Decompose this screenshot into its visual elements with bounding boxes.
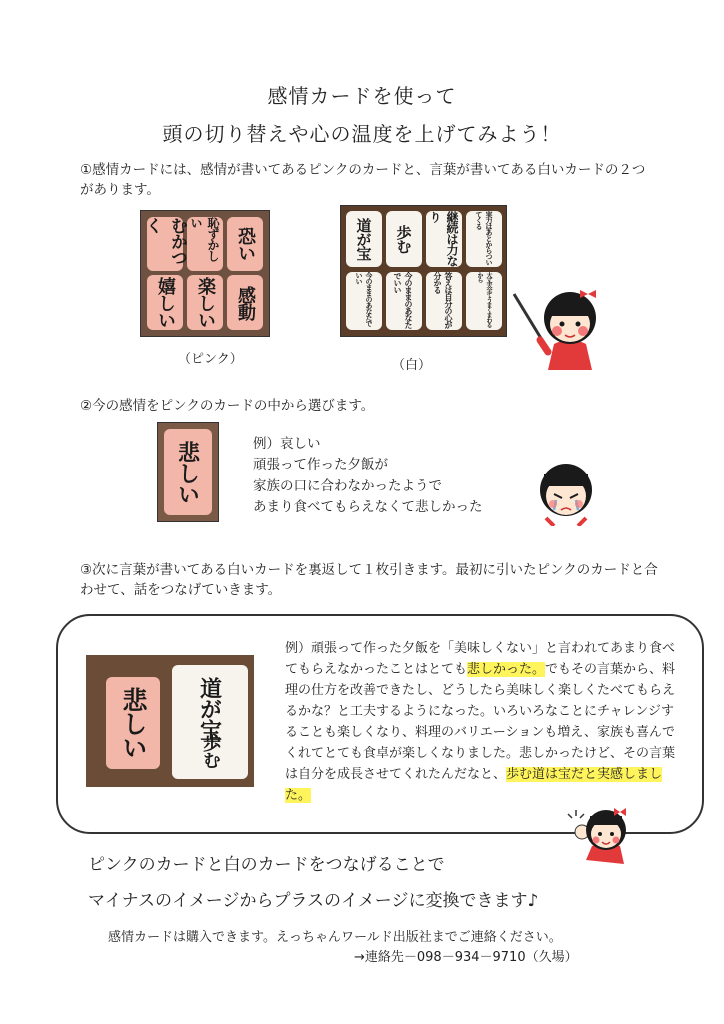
caption-white: （白）	[392, 358, 432, 373]
example-line: あまり食べてもらえなくて悲しかった	[253, 499, 483, 515]
pink-card: 感動	[227, 275, 263, 330]
white-card-main-text: 道が宝	[196, 676, 223, 740]
pink-card: 嬉しい	[147, 275, 183, 330]
step3-example	[285, 638, 685, 806]
pink-card: 楽しい	[187, 275, 223, 330]
highlight-conclusion: 歩む道は宝だと実感しました。	[285, 767, 663, 803]
white-card: 答えは自分の心が分かる	[426, 272, 462, 330]
pink-cards-photo	[140, 210, 270, 337]
white-card: 今のままのあなたでいい	[386, 272, 422, 330]
purchase-note: 感情カードは購入できます。えっちゃんワールド出版社までご連絡ください。	[108, 930, 562, 945]
step2-example	[253, 434, 483, 518]
caption-pink: （ピンク）	[178, 352, 243, 367]
example-line: 例）哀しい	[253, 436, 321, 452]
white-card: 大丈夫全てうまくまわるから	[466, 272, 502, 330]
white-card: 継続は力なり	[426, 211, 462, 267]
waving-girl-illustration	[566, 806, 638, 868]
crying-girl-illustration	[534, 460, 598, 526]
page-title-line2: 頭の切り替えや心の温度を上げてみよう！	[162, 122, 562, 146]
white-card: 実力はあとからついてくる	[466, 211, 502, 267]
white-card-road	[172, 665, 248, 779]
page-title-line1: 感情カードを使って	[267, 84, 457, 108]
example-line: 頑張って作った夕飯が	[253, 457, 388, 473]
contact-info: →連絡先－098－934－9710（久場）	[354, 950, 578, 965]
step2-text: ②今の感情をピンクのカードの中から選びます。	[80, 398, 375, 414]
bottom-line1: ピンクのカードと白のカードをつなげることで	[88, 855, 445, 875]
bottom-line2: マイナスのイメージからプラスのイメージに変換できます♪	[88, 891, 539, 911]
pink-card: むかつく	[147, 217, 183, 271]
girl-pointer-illustration	[508, 284, 612, 370]
pink-card-sad: 悲しい	[106, 677, 160, 769]
example-line: 家族の口に合わなかったようで	[253, 478, 442, 494]
pink-card-sad: 悲しい	[164, 429, 212, 515]
highlight-sad: 悲しかった。	[467, 662, 546, 677]
white-cards-photo	[340, 205, 507, 337]
example-text: でもその言葉から、料理の仕方を改善できたし、どうしたら美味しく楽しくたべてもらえるかな？と工夫するようになった。いろいろなことにチャレンジすることも楽しくなり、料理のバリエーションも増え、家族も喜んでくれてとても食卓が楽しくなりました。悲しかったけど、その言葉は自分を成長させてくれたんだなと、	[285, 662, 676, 782]
sad-card-photo	[157, 422, 219, 522]
step3-text: ③次に言葉が書いてある白いカードを裏返して１枚引きます。最初に引いたピンクのカードと合わせて、話をつなげていきます。	[80, 562, 658, 598]
pink-card: 恐い	[227, 217, 263, 271]
white-card-sub-text: 歩む	[200, 733, 221, 768]
pink-card: 恥ずかしい	[187, 217, 223, 271]
white-card: 道が宝	[346, 211, 382, 267]
step1-text: ①感情カードには、感情が書いてあるピンクのカードと、言葉が書いてある白いカードの２つがあります。	[80, 162, 646, 198]
example-text: 例）頑張って作った夕飯を「美味しくない」と言われてあまり食べてもらえなかったことはとても	[285, 641, 676, 677]
white-card: 今のままのあなたでいい	[346, 272, 382, 330]
combo-cards-photo	[86, 655, 254, 787]
white-card: 歩む	[386, 211, 422, 267]
